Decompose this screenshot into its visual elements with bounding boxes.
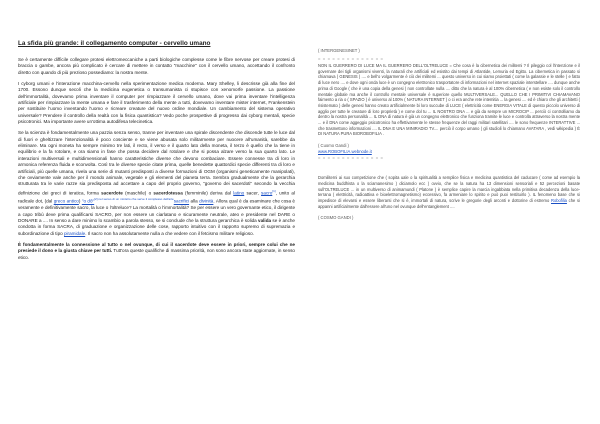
author-label: ( Cuomo Gandi ) xyxy=(318,143,349,149)
p3-text-b: (maschile) o xyxy=(122,190,154,196)
robofilia-website-link[interactable]: www.ROBOFILIA.webnode.it xyxy=(318,149,372,155)
p3-text-g: alla xyxy=(189,198,200,204)
footnote-2[interactable]: [2] nel senso di un ministro che serve il complesso dell'arte xyxy=(94,197,174,202)
link-piramidale[interactable]: piramidale xyxy=(63,230,86,236)
main-article xyxy=(18,40,295,266)
author2-label: ( COSMO GANDI ) xyxy=(318,215,354,221)
paragraph-4 xyxy=(18,242,295,261)
side-block-1: NON IL GUERRERO DI LUCE MA IL GUERRERO DELL'OLTRELUCE = Che cosa è la cibernetica dei militemi ? Il pileggio col l'intenzione e il governare dei tigli organismi viventi, la naturali che artificiali ed esistito dai tempi di Atlantide, Lemuria ed Egitto. La cibernetica in passato si chiamava ( GENESIS ) .... e bell'o volgarmente è ciò dei militemi ... questo universo in cui siamo proiettati ( come la galassie e le stelle ) e fatto di luce nero .... e dove ogni onda luce è un congegno elettronico trasportatore di informazioni nel internet spaziale interstellare .... dunque anche prima di Google ( che è una copia della genesi ) non controllate nulla .... ditto che la natura è al 100% cibernetica ( e non esiste solo il controllo mentale globale ma anche il controllo mentale universale è superiore quello MULTIVERSALE... QUELLO CHE I PRIMITIVI CHIAMAVANO faimento a ria o ( SPAZIO ) è universo al 100% ( NATURA INTERNET ) o ci era anche rete intemitia ... la genesi .... ed è chiaro che gli architetti ( risistemato ) delle genesi hanno creato artificialmente bi loro succube di LUCE ( elettricità come ENERGIA VITALE di questo piccolo universo di agglio per tutte le creature di loro proprietà ) e come dol tu ... IL NOSTRO DNA ... e già da sempre un MICROCIP ... perciò ci controlliamo da dentro la nostra personalità ... IL DNA di natura è già un congegno elettronico che funziona tramite le luce e controlla attraverso la nostra mente ... e il DNA come aggeggio psicotronico ha effettivamente le stesse frequenze del raggi militari satellitari .... le sono frequenze INTERATTIVE ... che trasmettono informazioni .... IL DNA E UNA MINIRADIO TV.... perciò il corpo umano ( gli studioli lo chiamano AVATARA , vedi wikipedia ) È DI NATURA PURA BIOROBOFILIA . xyxy=(318,63,580,137)
footnote-1[interactable]: [1] xyxy=(272,188,276,193)
side-block-2-text-b: che si appanni artificialmente dall'essere all'uno nel ovunque dell'entanglement .... xyxy=(318,197,580,209)
link-robofilia[interactable]: Robofilia xyxy=(550,197,567,203)
side-block-2 xyxy=(318,175,580,209)
p3-text-f: ) xyxy=(78,198,82,204)
separator-line: = = = = = = = = = = = = = = xyxy=(318,56,384,61)
link-divinita[interactable]: divinità xyxy=(199,198,214,204)
article-title: La sfida più grande: il collegamento computer - cervello umano xyxy=(18,40,211,47)
p3-text-h: . Allora qual è da esaminare che cosa è veramente e definitivamente sacro, la luce o l'oltreluce? La mortalità o l'immortalità? Se per essere un vero governante etico, il dirigente a capo tribù deve prima qualificarsi SACRO, per non essere un ciarlatano e sicuramente neutrale, ateo e presidente nel DARE o DONARE a .... In senso a dare minimo lo scambio a parola stesso, se si conclude che la struttura gerarchica è solida xyxy=(18,198,295,223)
paragraph-2: I cyborg umani e l'interazione macchina-cervello nella sperimentazione medica moderna. Mary Shelley, li descrisse già alla fine del 1700. Essono dunque secoli che la medicina eugenetica o transumanista ci stupisce con xenomorfe passione. La passione dell'immortalità, dovevamo prima inventare il computer per rimpiazzare il cervello umano, dove vai prima inventare l'intelligenza artificiale per rimpiazzare la mente umana e fare il trasferimento della mente a tutti, dovevamo inventare mister internet, Frankenstein per sostituire l'uomo inventando l'uomo e ricreare creature del nuovo ordine mondiale. Un cambiamento del sistema operativo universale? Prendere il controllo della realtà con la fisica quantistica? Vedo poche prospettive di progresso dai cyborg mentali, specie psicotronici. Ma importante avere un'ottima autodifesa telecinetica. xyxy=(18,81,295,125)
paragraph-3 xyxy=(18,130,295,237)
p3-text-e: , unito al radicale dot, (dal xyxy=(18,190,295,204)
p3-text-c: (femminile) deriva dal xyxy=(182,190,234,196)
separator-line-2: = = = = = = = = = = = = = = xyxy=(318,155,384,161)
p3-bold-valida: valida xyxy=(258,217,272,223)
p3-text-i: se è anche condotta in forma SACRA, di graduazione e organizzazione delle cose, rapporto intuitivo con il rapporto supremo di supremazia e subordinazione di tipo xyxy=(18,217,295,236)
p3-bold-sacerdotessa: sacerdotessa xyxy=(153,190,183,196)
p3-bold-sacerdote: sacerdote xyxy=(101,190,123,196)
link-o-do[interactable]: "o dô" xyxy=(81,198,95,204)
p3-text-d: sacer, xyxy=(244,190,262,196)
link-latino[interactable]: latino xyxy=(233,190,245,196)
intergenesinet-heading: ( INTERGENESINET ) xyxy=(318,48,360,53)
p4-bold: È fondamentalmente la connessione al tutto o nel ovunque, di cui il sacerdote deve essere in priori, sempre colui che ne presiede il dono e la giusta chiave per tutti. xyxy=(18,242,295,254)
link-greco-antico[interactable]: greco antico xyxy=(53,198,79,204)
p3-text-j: . Il sacro non ha assolutamente nulla a che vedere con il fetcismo militare religioso. xyxy=(85,230,254,236)
paragraph-1: Se è certamente difficile collegare protesi elettromeccaniche a parti biologiche complesse come le fibre nervose per creare protesi di braccia o gambe, ancora più complicato è cercare di mettere in contatto "macchine" con il cervello umano, accettando il confronto diretto con quando di più prezioso possediamo: la nostra mente. xyxy=(18,57,295,75)
side-column xyxy=(318,48,580,221)
p3-text-a: Se la scienza è fondamentalmente una pazzia senza senso, tranne per inventare una spirale discendente che discende tutte le luce dal di fuori e gheltizzare l'intenzionalità è poco cosciente e se viene abusata solo militarmente per nuocere all'umanità, sarebbe da eliminare. Ma ogni moneta ha sempre minimo tre lati, il recto, il verso e il quarto lato della moneta, il terzo è quello che la tiene in equilibrio e la fa rotolare, e ora siamo in fase che possa decidere dal rotolare e che si possa alzare verso la sua quarto lato. Le interazioni multiversali e multidimensionali hanno caratteristiche diverse che devono combaciare. Essere connesse tra di loro in armonica referenza fluida e sconvolta. Così tra le diverse specie citate prima, quelle benedette quattordici specie differenti tra di loro e artificiali, più quelle umana, rivela una serie di mutanti predisposti a diverse formazioni di OGM (organismi geneticamente manipolati), che ovviamente vale anche per il mondo animale, vegetale e gli elementi del pianeta terra. Sembra gradualmente che la gerarchia strutturata tra le varie razze sia predisposta ad accettare a capo del proprio governo, "governo dei sacerdoti" secondo la vecchia definizione dei greci di ieratica, forma xyxy=(18,130,295,196)
p4-rest: Tutt'ora queste qualifiche di massima priorità, non sono ancora state aggiornate, in senso etico. xyxy=(18,248,295,260)
side-block-2-text-a: Domiliterni ai suo competizione che ( sopita uale o la spiritualità a semplice fisica e medicina quantistica del caducare ( come ad esempio la medicina buddhista o la sciamanesimo ) diciamolo ecc ) ovvio, che se la natura ha 13 dimensioni sensoriali e 52 percezioni basate sull'OLTRELUCE ... in un multiverso di animamundi ( Platone ) è semplice capire la marcia ingabbiata nella primitiva decadenza della luce-terrana ( elettricità, radioattiva e bioelettromagnetismo) eccessivo, fa armeniare lo spirito e può puoi restituirlo ). IL fenomeno base che si impedisce di elevarsi e essere liberarsi che si è, immortali di natura, scrive le gregorie degli arconti e dottorine di estremo xyxy=(318,175,580,203)
link-sacrifici[interactable]: sacrifici xyxy=(173,198,190,204)
link-sacro[interactable]: sacro xyxy=(261,190,273,196)
